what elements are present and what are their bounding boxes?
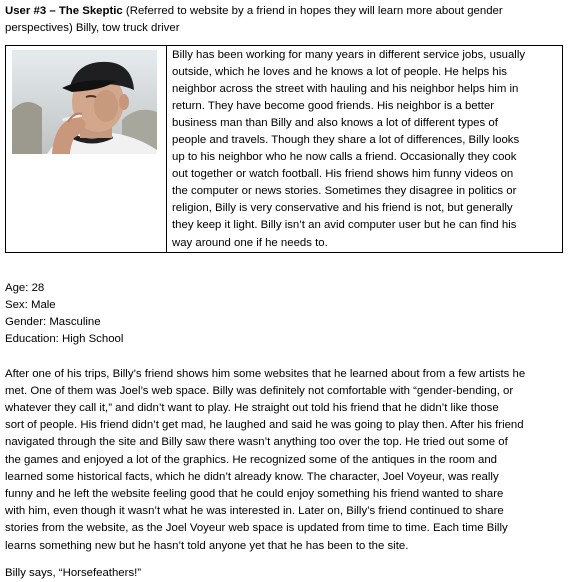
photo-cell: [6, 46, 167, 253]
billy-quote: Billy says, “Horsefeathers!”: [5, 566, 142, 579]
narrative-line: stories from the website, as the Joel Voyeur web space is updated from time to time. Each time Billy: [5, 522, 508, 535]
narrative-line: After one of his trips, Billy’s friend shows him some websites that he learned about from a few artists he: [5, 367, 526, 380]
sex-field: Sex: Male: [5, 298, 56, 311]
bio-line: way around one if he needs to.: [172, 236, 328, 249]
narrative-line: learned some historical facts, which he didn’t already know. The character, Joel Voyeur, was really: [5, 470, 499, 483]
persona-heading: [5, 3, 565, 37]
bio-line: the computer or news stories. Sometimes they disagree in politics or: [172, 185, 517, 198]
narrative-line: with him, even though it wasn’t what he was interested in. Later on, Billy’s friend continued to share: [5, 505, 504, 518]
bio-line: people and travels. Though they share a lot of differences, Billy looks: [172, 134, 520, 147]
persona-table: [5, 45, 563, 253]
narrative-line: sort of people. His friend didn’t get mad, he laughed and said he was going to play then. After his friend: [5, 419, 524, 432]
bio-line: outside, which he loves and he knows a lot of people. He helps his: [172, 66, 507, 79]
bio-cell: [167, 46, 563, 253]
narrative-paragraph: [5, 366, 565, 555]
narrative-line: funny and he left the website feeling good that he could enjoy something his friend wanted to share: [5, 487, 504, 500]
man-portrait-image: [12, 50, 157, 154]
gender-field: Gender: Masculine: [5, 315, 101, 328]
education-field: Education: High School: [5, 332, 124, 345]
bio-line: they keep it light. Billy isn’t an avid computer user but he can find his: [172, 219, 517, 232]
age-field: Age: 28: [5, 281, 45, 294]
bio-line: neighbor across the street with hauling and his neighbor helps him in: [172, 83, 519, 96]
narrative-line: the games and enjoyed a lot of the graphics. He recognized some of the antiques in the room and: [5, 453, 498, 466]
bio-line: Billy has been working for many years in different service jobs, usually: [172, 49, 526, 61]
bio-line: return. They have become good friends. His neighbor is a better: [172, 100, 495, 113]
persona-description-cont: perspectives) Billy, tow truck driver: [5, 22, 180, 34]
persona-description: (Referred to website by a friend in hopes they will learn more about gender: [122, 5, 503, 17]
persona-stats: [5, 280, 565, 348]
narrative-line: learns something new but he hasn’t told anyone yet that he has been to the site.: [5, 539, 409, 552]
bio-line: up to his neighbor who he now calls a friend. Occasionally they cook: [172, 151, 517, 164]
narrative-line: met. One of them was Joel’s web space. Billy was definitely not comfortable with “gender-bending, or: [5, 384, 514, 397]
persona-photo: [12, 50, 157, 154]
bio-line: out together or watch football. His friend shows him funny videos on: [172, 168, 514, 181]
persona-document: [5, 0, 565, 582]
bio-line: religion, Billy is very conservative and his friend is not, but generally: [172, 202, 513, 215]
narrative-line: whatever they call it,” and didn’t want to play. He straight out told his friend that he didn’t like those: [5, 401, 499, 414]
bio-line: business man than Billy and also knows a lot of different types of: [172, 117, 498, 130]
persona-title: User #3 – The Skeptic: [5, 5, 123, 17]
narrative-line: navigated through the site and Billy saw there wasn’t anything too over the top. He tried out some of: [5, 436, 508, 449]
